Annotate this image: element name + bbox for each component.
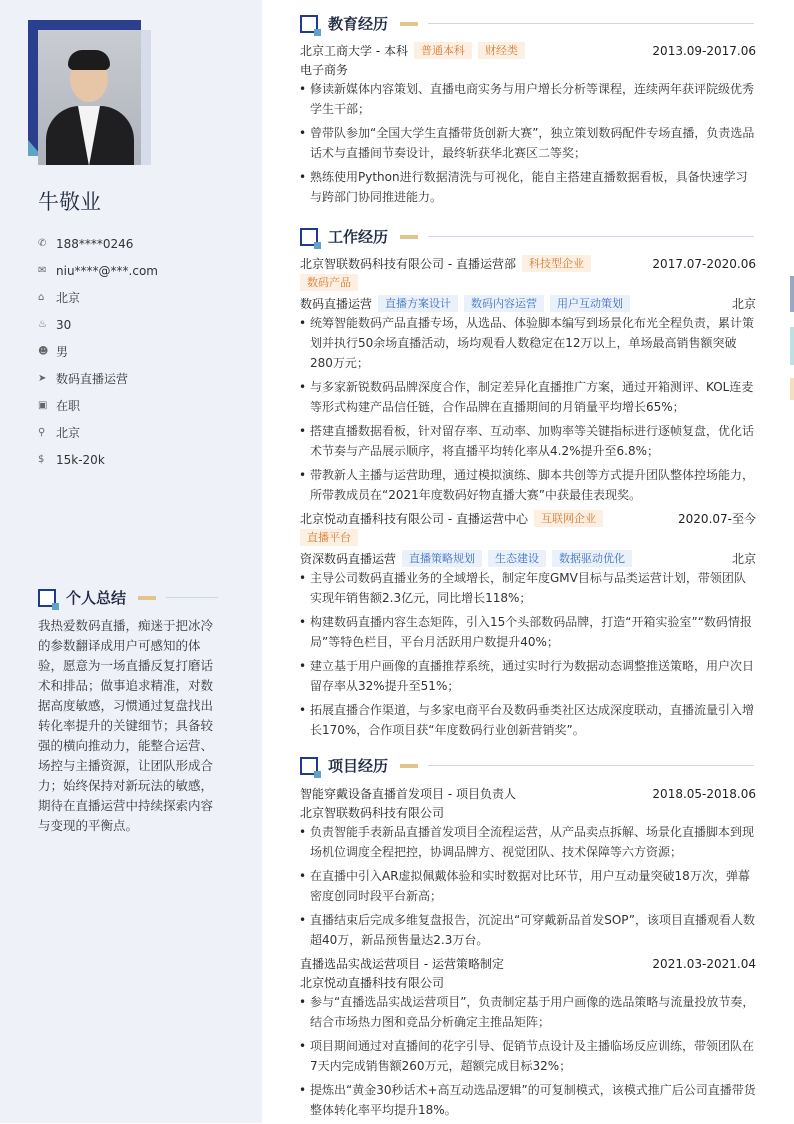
info-text: 数码直播运营 [56, 372, 129, 386]
position-title: 资深数码直播运营 [300, 552, 397, 566]
job-header [300, 509, 756, 528]
bullet-item: • 统筹智能数码产品直播专场，从选品、体验脚本编写到场景化布光全程负责，累计策划并执行50余场直播活动，场均观看人数稳定在12万以上，单场最高销售额突破280万元； [300, 313, 756, 373]
company-tag: 互联网企业 [534, 510, 603, 527]
school-tag: 财经类 [478, 42, 525, 59]
bullet-item: • 曾带队参加“全国大学生直播带货创新大赛”，独立策划数码配件专场直播，负责选品话术与直播间节奏设计，最终斩获华北赛区二等奖； [300, 123, 756, 163]
section-square-icon [300, 228, 318, 246]
bullet-item: • 主导公司数码直播业务的全域增长，制定年度GMV目标与品类运营计划，带领团队实现年销售额2.3亿元，同比增长118%； [300, 568, 756, 608]
info-text: 188****0246 [56, 236, 134, 251]
projects-section [300, 784, 756, 1124]
section-square-icon [38, 589, 56, 607]
project-bullets [300, 822, 756, 950]
section-square-icon [300, 757, 318, 775]
section-square-icon [300, 15, 318, 33]
job-city: 北京 [731, 552, 756, 566]
info-row [38, 230, 248, 257]
home-icon: ⌂ [38, 292, 45, 303]
bullet-item: • 直播结束后完成多维复盘报告，沉淀出“可穿戴新品首发SOP”，该项目直播观看人数超40万，新品预售量达2.3万台。 [300, 910, 756, 950]
project-company-row [300, 973, 756, 992]
bullet-item: • 参与“直播选品实战运营项目”，负责制定基于用户画像的选品策略与流量投放节奏，结合市场热力图和竞品分析确定主推品矩阵； [300, 992, 756, 1032]
info-row [38, 365, 248, 392]
job-date: 2020.07-至今 [678, 512, 756, 526]
candidate-name: 牛敬业 [38, 190, 101, 214]
info-text: niu****@***.com [56, 263, 158, 278]
skill-tag: 数据驱动优化 [552, 550, 632, 567]
bullet-item: • 搭建直播数据看板，针对留存率、互动率、加购率等关键指标进行逐帧复盘，优化话术节奏与产品展示顺序，将直播平均转化率从4.2%提升至6.8%； [300, 421, 756, 461]
job-header [300, 254, 756, 273]
summary-header [38, 587, 218, 608]
position-row [300, 294, 756, 313]
info-text: 30 [56, 317, 72, 332]
skill-tag: 用户互动策划 [550, 295, 630, 312]
bullet-item: • 提炼出“黄金30秒话术+高互动选品逻辑”的可复制模式，该模式推广后公司直播带货整体转化率平均提升18%。 [300, 1080, 756, 1120]
school-tag: 普通本科 [414, 42, 472, 59]
info-row [38, 392, 248, 419]
bullet-item: • 建立基于用户画像的直播推荐系统，通过实时行为数据动态调整推送策略，用户次日留存率从32%提升至51%； [300, 656, 756, 696]
education-date: 2013.09-2017.06 [652, 43, 756, 58]
info-text: 男 [56, 345, 69, 359]
info-row [38, 338, 248, 365]
location-icon: ⚲ [38, 427, 46, 438]
position-group [300, 550, 632, 567]
project-company: 北京智联数码科技有限公司 [300, 806, 445, 820]
briefcase-icon: ▣ [38, 400, 48, 411]
bullet-item: • 构建数码直播内容生态矩阵，引入15个头部数码品牌，打造“开箱实验室”“数码情报局”等特色栏目，平台月活跃用户数提升40%； [300, 612, 756, 652]
job-company-group [300, 510, 603, 527]
job-date: 2017.07-2020.06 [652, 256, 756, 271]
job-bullets [300, 568, 756, 740]
company-name: 北京智联数码科技有限公司 - 直播运营部 [300, 257, 516, 271]
work-title: 工作经历 [328, 228, 389, 246]
salary-icon: $ [38, 454, 45, 465]
company-name: 北京悦动直播科技有限公司 - 直播运营中心 [300, 512, 528, 526]
education-header [300, 13, 754, 34]
project-name: 直播选品实战运营项目 - 运营策略制定 [300, 957, 504, 971]
gender-icon: ☻ [38, 346, 49, 357]
project-date: 2021.03-2021.04 [652, 956, 756, 971]
project-bullets [300, 992, 756, 1120]
work-header [300, 226, 754, 247]
company-tag-line [300, 273, 756, 292]
bullet-item: • 带教新人主播与运营助理，通过模拟演练、脚本共创等方式提升团队整体控场能力，所带教成员在“2021年度数码好物直播大赛”中获最佳表现奖。 [300, 465, 756, 505]
project-header [300, 954, 756, 973]
info-row [38, 446, 248, 473]
project-company: 北京悦动直播科技有限公司 [300, 976, 445, 990]
info-row [38, 419, 248, 446]
bullet-item: • 项目期间通过对直播间的花字引导、促销节点设计及主播临场反应训练，带领团队在7天内完成销售额260万元，超额完成目标32%； [300, 1036, 756, 1076]
projects-title: 项目经历 [328, 757, 389, 775]
skill-tag: 数码内容运营 [464, 295, 544, 312]
bullet-item: • 修读新媒体内容策划、直播电商实务与用户增长分析等课程，连续两年获评院级优秀学生干部； [300, 79, 756, 119]
info-row [38, 257, 248, 284]
info-text: 北京 [56, 291, 81, 305]
project-date: 2018.05-2018.06 [652, 786, 756, 801]
sidebar [0, 0, 262, 1123]
school-name: 北京工商大学 - 本科 [300, 44, 408, 58]
education-title: 教育经历 [328, 15, 389, 33]
project-company-row [300, 803, 756, 822]
info-text: 在职 [56, 399, 81, 413]
send-icon: ➤ [38, 373, 47, 384]
company-tag: 直播平台 [300, 529, 358, 546]
projects-header [300, 755, 754, 776]
job-company-group [300, 255, 591, 272]
bullet-item: • 负责智能手表新品直播首发项目全流程运营，从产品卖点拆解、场景化直播脚本到现场机位调度全程把控，协调品牌方、视觉团队、技术保障等六方资源； [300, 822, 756, 862]
skill-tag: 生态建设 [488, 550, 546, 567]
contact-info [38, 230, 248, 473]
avatar [38, 30, 141, 165]
bullet-item: • 与多家新锐数码品牌深度合作，制定差异化直播推广方案，通过开箱测评、KOL连麦等形式构建产品信任链，合作品牌在直播期间的月销量平均增长65%； [300, 377, 756, 417]
position-title: 数码直播运营 [300, 297, 373, 311]
cake-icon: ♨ [38, 319, 47, 330]
info-text: 15k-20k [56, 452, 105, 467]
education-bullets [300, 79, 756, 207]
skill-tag: 直播策略规划 [402, 550, 482, 567]
bullet-item: • 熟练使用Python进行数据清洗与可视化，能自主搭建直播数据看板，具备快速学习与跨部门协同推进能力。 [300, 167, 756, 207]
mail-icon: ✉ [38, 265, 47, 276]
company-tag: 科技型企业 [522, 255, 591, 272]
job-city: 北京 [731, 297, 756, 311]
bullet-item: • 拓展直播合作渠道，与多家电商平台及数码垂类社区达成深度联动，直播流量引入增长170%，合作项目获“年度数码行业创新营销奖”。 [300, 700, 756, 740]
info-row [38, 311, 248, 338]
major: 电子商务 [300, 63, 349, 77]
job-bullets [300, 313, 756, 505]
info-row [38, 284, 248, 311]
education-section [300, 41, 756, 211]
skill-tag: 直播方案设计 [378, 295, 458, 312]
summary-title: 个人总结 [66, 589, 127, 607]
work-section [300, 254, 756, 744]
project-name: 智能穿戴设备直播首发项目 - 项目负责人 [300, 787, 516, 801]
project-header [300, 784, 756, 803]
summary-text: 我热爱数码直播，痴迷于把冰冷的参数翻译成用户可感知的体验，愿意为一场直播反复打磨话术和排品；做事追求精准，对数据高度敏感，习惯通过复盘找出转化率提升的关键细节；具备较强的横向推动力，能整合运营、场控与主播资源，让团队形成合力；始终保持对新玩法的敏感，期待在直播运营中持续探索内容与变现的平衡点。 [38, 618, 214, 833]
bullet-item: • 在直播中引入AR虚拟佩戴体验和实时数据对比环节，用户互动量突破18万次，弹幕密度创同时段平台新高； [300, 866, 756, 906]
position-row [300, 549, 756, 568]
position-group [300, 295, 630, 312]
company-tag-line [300, 528, 756, 547]
info-text: 北京 [56, 426, 81, 440]
company-tag: 数码产品 [300, 274, 358, 291]
phone-icon: ✆ [38, 238, 47, 249]
photo-edge [141, 30, 151, 165]
